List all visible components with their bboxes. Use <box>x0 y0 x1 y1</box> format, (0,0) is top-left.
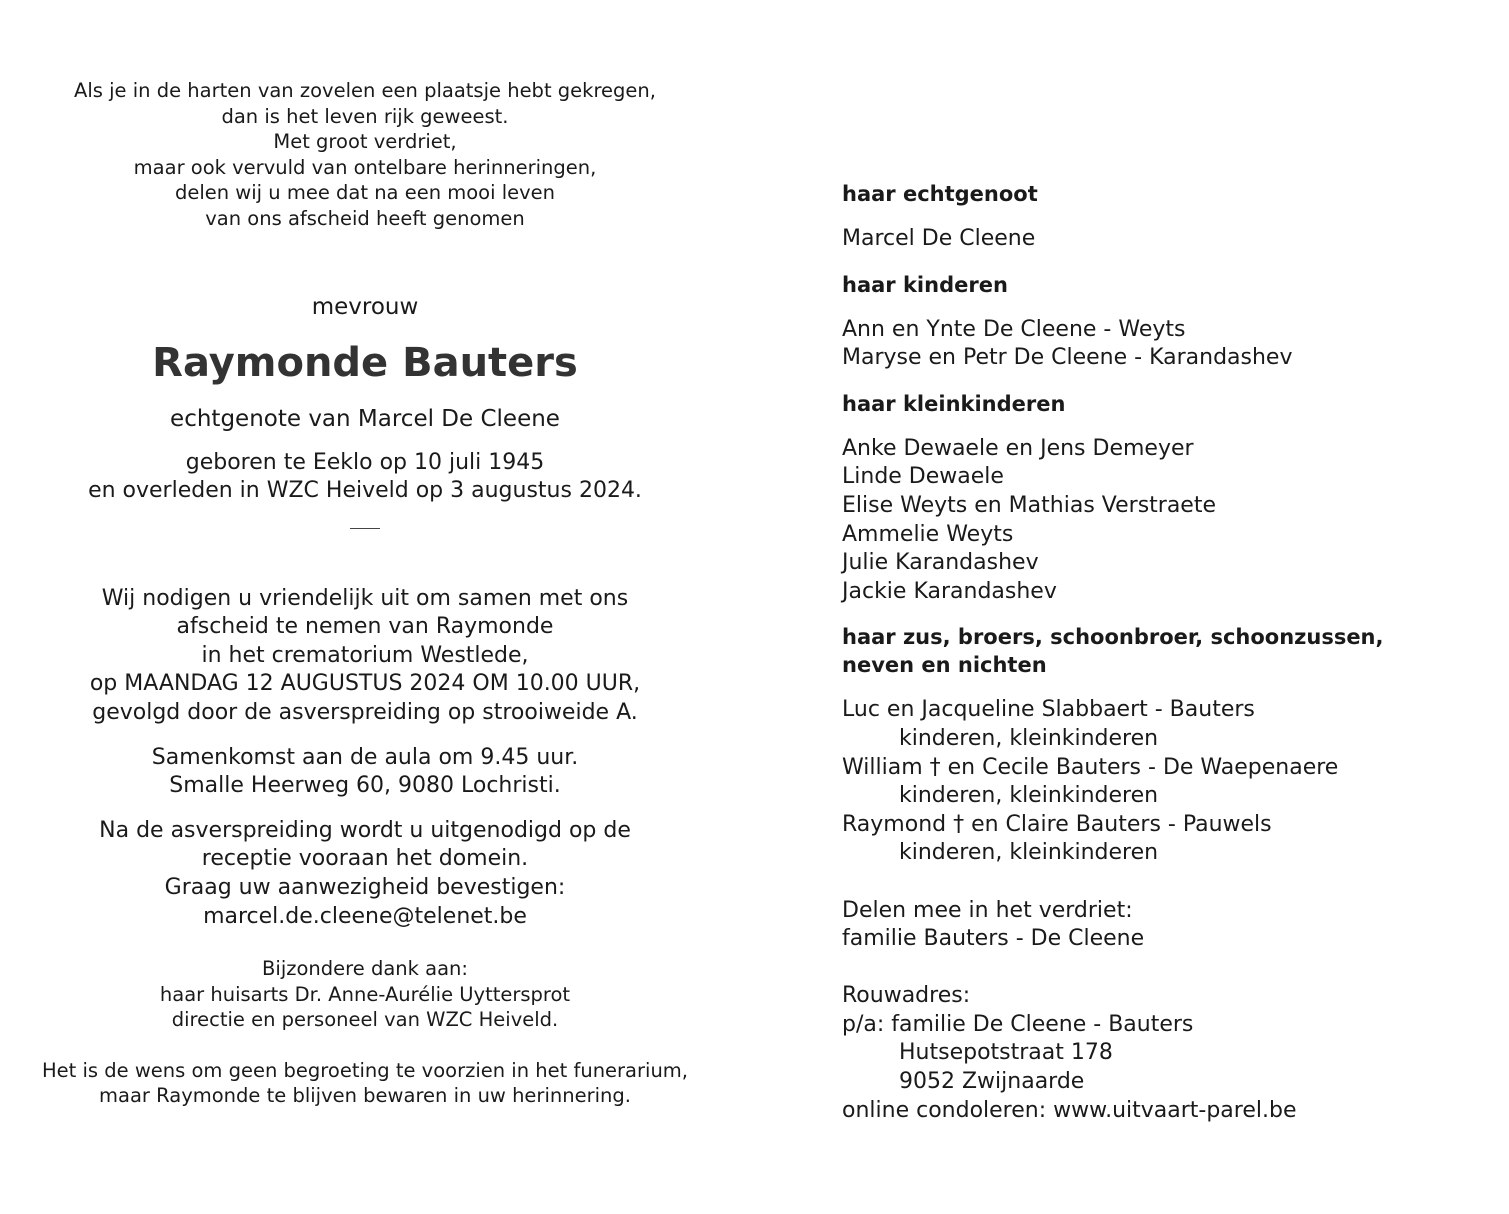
reception-line: receptie vooraan het domein. <box>201 846 529 872</box>
address-block <box>842 982 1492 1125</box>
verse-line: delen wij u mee dat na een mooi leven <box>174 181 556 205</box>
list-item: Anke Dewaele en Jens Demeyer <box>842 435 1194 461</box>
share-block <box>842 897 1492 954</box>
siblings-heading-line: haar zus, broers, schoonbroer, schoonzussen, <box>842 625 1384 650</box>
thanks-line: directie en personeel van WZC Heiveld. <box>171 1008 559 1032</box>
list-item: Maryse en Petr De Cleene - Karandashev <box>842 345 1293 371</box>
deceased-name: Raymonde Bauters <box>152 339 578 386</box>
invitation-line: gevolgd door de asverspreiding op strooiweide A. <box>92 699 638 725</box>
wish <box>20 1058 710 1109</box>
online-condolence: online condoleren: www.uitvaart-parel.be <box>842 1097 1297 1123</box>
list-item: Ann en Ynte De Cleene - Weyts <box>842 316 1186 342</box>
thanks-line: haar huisarts Dr. Anne-Aurélie Uyttersprot <box>159 982 571 1006</box>
list-item: Jackie Karandashev <box>842 578 1057 604</box>
invitation-line: op MAANDAG 12 AUGUSTUS 2024 OM 10.00 UUR, <box>89 671 641 697</box>
spouse-line: echtgenote van Marcel De Cleene <box>170 405 560 432</box>
invitation-line: Wij nodigen u vriendelijk uit om samen met ons <box>101 585 629 611</box>
life-dates <box>20 449 710 506</box>
thanks-line: Bijzondere dank aan: <box>262 957 468 981</box>
reception-line: Na de asverspreiding wordt u uitgenodigd op de <box>99 817 631 843</box>
list-item: Julie Karandashev <box>842 550 1039 576</box>
right-column <box>842 180 1492 1125</box>
list-item: Linde Dewaele <box>842 464 1004 490</box>
verse-line: van ons afscheid heeft genomen <box>205 206 525 230</box>
share-label: Delen mee in het verdriet: <box>842 897 1133 923</box>
wish-line: Het is de wens om geen begroeting te voorzien in het funerarium, <box>41 1058 688 1082</box>
gathering-line: Samenkomst aan de aula om 9.45 uur. <box>151 744 579 770</box>
grandchildren-heading: haar kleinkinderen <box>842 391 1066 416</box>
reception-line: Graag uw aanwezigheid bevestigen: <box>164 874 566 900</box>
invitation-line: afscheid te nemen van Raymonde <box>176 614 554 640</box>
siblings-heading <box>842 623 1492 679</box>
address-line: p/a: familie De Cleene - Bauters <box>842 1011 1194 1037</box>
list-item: Raymond † en Claire Bauters - Pauwels <box>842 811 1272 837</box>
children-list <box>842 316 1492 373</box>
siblings-list <box>842 696 1492 868</box>
list-item: William † en Cecile Bauters - De Waepenaere <box>842 754 1339 780</box>
divider <box>350 528 380 529</box>
list-item: Ammelie Weyts <box>842 521 1014 547</box>
birth-line: geboren te Eeklo op 10 juli 1945 <box>185 449 545 475</box>
invitation <box>20 585 710 728</box>
verse-line: dan is het leven rijk geweest. <box>221 104 509 128</box>
thanks <box>20 956 710 1033</box>
verse-line: Als je in de harten van zovelen een plaatsje hebt gekregen, <box>74 79 656 102</box>
verse-line: maar ook vervuld van ontelbare herinneringen, <box>133 155 597 179</box>
gathering-line: Smalle Heerweg 60, 9080 Lochristi. <box>169 773 561 799</box>
left-column <box>20 78 710 1109</box>
reception <box>20 817 710 931</box>
death-line: en overleden in WZC Heiveld op 3 augustus 2024. <box>88 478 642 504</box>
address-city: 9052 Zwijnaarde <box>899 1069 1085 1095</box>
list-item: Luc en Jacqueline Slabbaert - Bauters <box>842 697 1255 723</box>
spouse-name: Marcel De Cleene <box>842 226 1036 251</box>
invitation-line: in het crematorium Westlede, <box>201 642 529 668</box>
children-heading: haar kinderen <box>842 272 1008 297</box>
share-family: familie Bauters - De Cleene <box>842 926 1145 952</box>
address-label: Rouwadres: <box>842 983 971 1009</box>
list-item-sub: kinderen, kleinkinderen <box>899 783 1159 809</box>
verse-line: Met groot verdriet, <box>273 130 457 154</box>
list-item-sub: kinderen, kleinkinderen <box>899 840 1159 866</box>
address-street: Hutsepotstraat 178 <box>899 1040 1113 1066</box>
opening-verse <box>20 78 710 232</box>
honorific: mevrouw <box>311 293 419 320</box>
list-item-sub: kinderen, kleinkinderen <box>899 725 1159 751</box>
wish-line: maar Raymonde te blijven bewaren in uw herinnering. <box>99 1084 631 1108</box>
spouse-heading: haar echtgenoot <box>842 182 1038 206</box>
contact-email: marcel.de.cleene@telenet.be <box>203 903 527 929</box>
grandchildren-list <box>842 435 1492 607</box>
gathering <box>20 744 710 801</box>
siblings-heading-line: neven en nichten <box>842 653 1047 678</box>
list-item: Elise Weyts en Mathias Verstraete <box>842 492 1216 518</box>
